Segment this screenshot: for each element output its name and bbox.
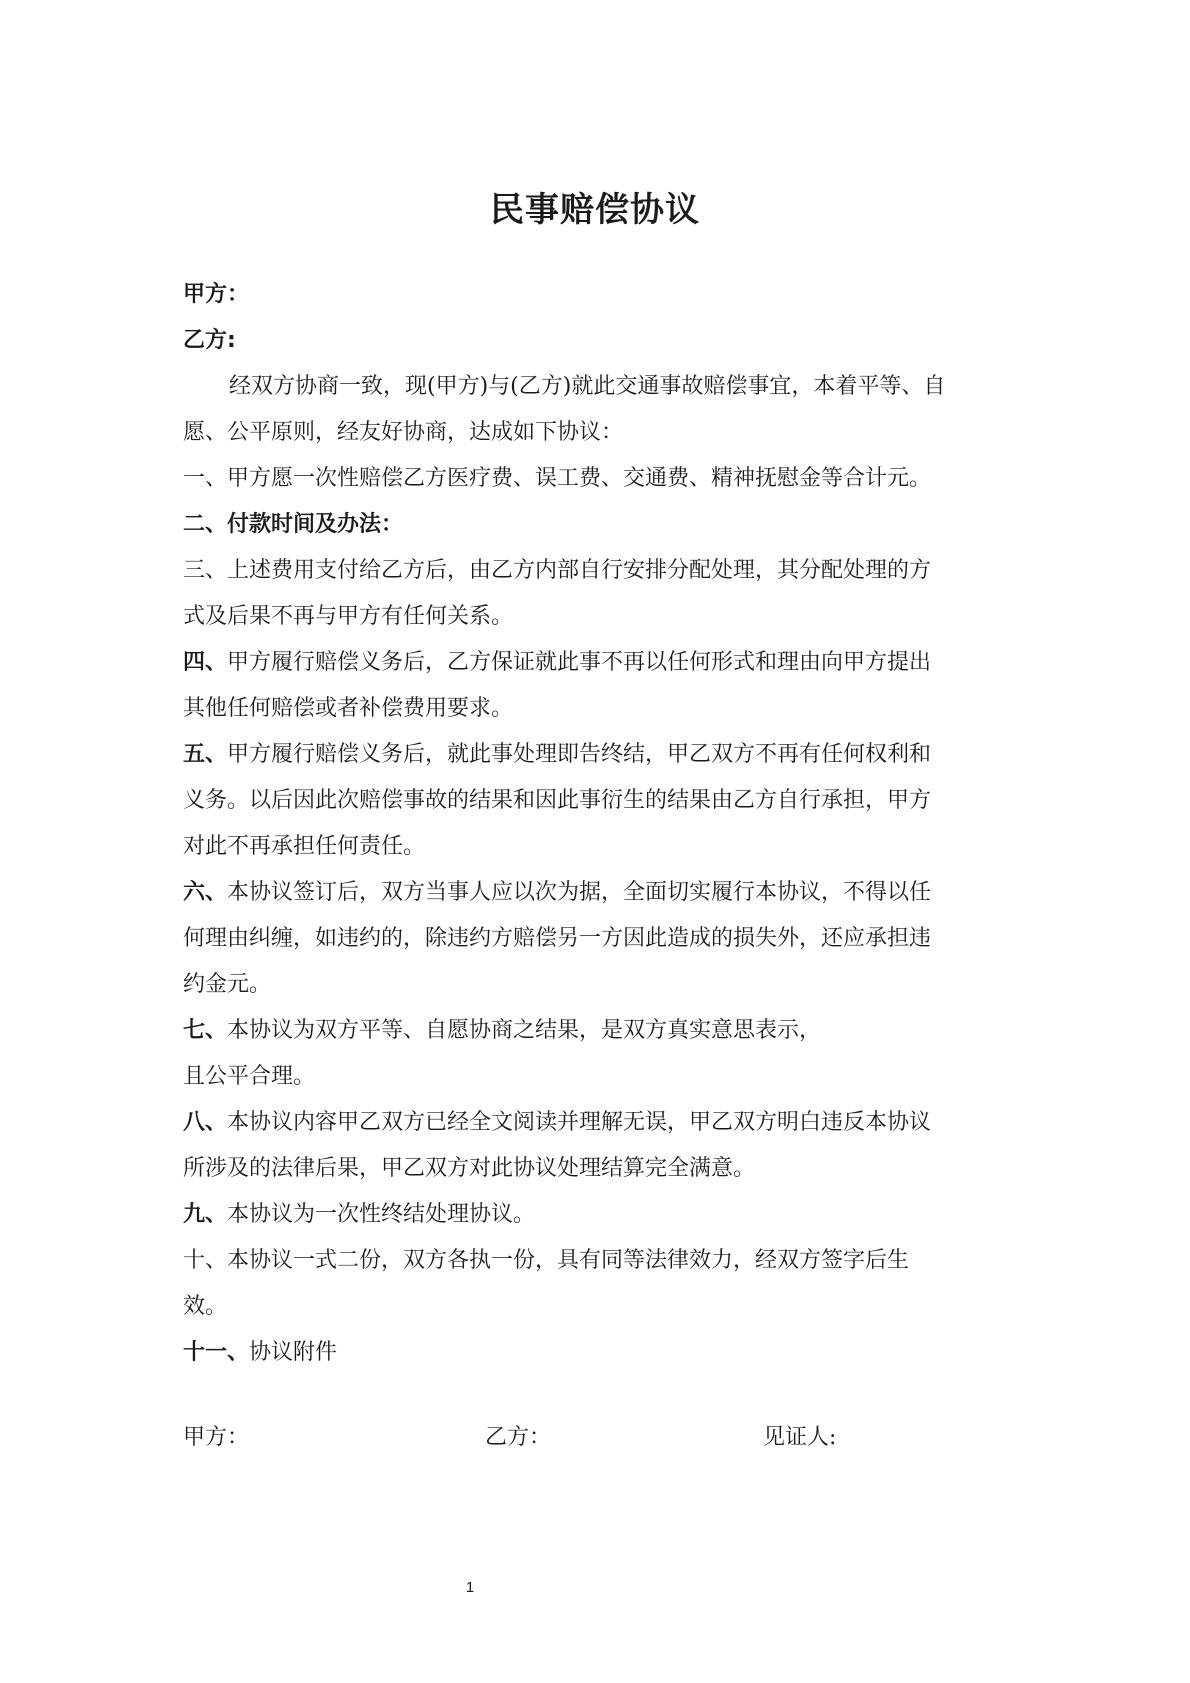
clause-6 (183, 870, 1013, 916)
clause-2 (183, 502, 1013, 548)
clause-number: 十、 (183, 1248, 228, 1273)
clause-text: 本协议为一次性终结处理协议。 (227, 1202, 536, 1227)
clause-text: 本协议一式二份，双方各执一份，具有同等法律效力，经双方签字后生 (227, 1248, 910, 1273)
clause-text: 付款时间及办法： (227, 512, 404, 537)
witness-signature-label: 见证人: (763, 1425, 837, 1450)
clause-number: 二、 (183, 512, 228, 537)
party-b-signature-label: 乙方： (485, 1425, 552, 1450)
clause-text: 甲方愿一次性赔偿乙方医疗费、误工费、交通费、精神抚慰金等合计元。 (227, 466, 932, 491)
clause-text: 本协议内容甲乙双方已经全文阅读并理解无误，甲乙双方明白违反本协议 (227, 1110, 932, 1135)
clause-number: 一、 (183, 466, 228, 491)
clause-11 (183, 1330, 1013, 1376)
clause-text: 本协议签订后，双方当事人应以次为据，全面切实履行本协议，不得以任 (227, 880, 932, 905)
clause-text: 甲方履行赔偿义务后，乙方保证就此事不再以任何形式和理由向甲方提出 (227, 650, 932, 675)
clause-number: 五、 (183, 742, 228, 767)
clause-9 (183, 1192, 1013, 1238)
clause-1 (183, 456, 1013, 502)
clause-3 (183, 548, 1013, 594)
clause-number: 九、 (183, 1202, 228, 1227)
clause-10-continued: 效。 (183, 1294, 228, 1319)
clause-6-continued: 约金元。 (183, 972, 272, 997)
clause-7 (183, 1008, 1013, 1054)
party-a-signature-label: 甲方： (183, 1425, 250, 1450)
clause-8-continued: 所涉及的法律后果，甲乙双方对此协议处理结算完全满意。 (183, 1156, 756, 1181)
clause-4-continued: 其他任何赔偿或者补偿费用要求。 (183, 696, 514, 721)
clause-number: 七、 (183, 1018, 228, 1043)
clause-text: 上述费用支付给乙方后，由乙方内部自行安排分配处理，其分配处理的方 (227, 558, 932, 583)
party-a-label: 甲方： (183, 282, 250, 307)
clause-text: 甲方履行赔偿义务后，就此事处理即告终结，甲乙双方不再有任何权利和 (227, 742, 932, 767)
clause-number: 四、 (183, 650, 228, 675)
clause-5 (183, 732, 1013, 778)
document-title: 民事赔偿协议 (490, 190, 700, 230)
page-number: 1 (465, 1579, 475, 1596)
clause-text: 本协议为双方平等、自愿协商之结果，是双方真实意思表示， (227, 1018, 822, 1043)
clause-8 (183, 1100, 1013, 1146)
clause-number: 八、 (183, 1110, 228, 1135)
clause-10 (183, 1238, 1013, 1284)
intro-line: 经双方协商一致，现(甲方)与(乙方)就此交通事故赔偿事宜，本着平等、自 (229, 374, 946, 399)
clause-3-continued: 式及后果不再与甲方有任何关系。 (183, 604, 514, 629)
clause-5-continued: 义务。以后因此次赔偿事故的结果和因此事衍生的结果由乙方自行承担，甲方 (183, 788, 932, 813)
signature-row (183, 1418, 1013, 1458)
clause-5-continued: 对此不再承担任何责任。 (183, 834, 426, 859)
intro-line: 愿、公平原则，经友好协商，达成如下协议： (183, 420, 624, 445)
clause-6-continued: 何理由纠缠，如违约的，除违约方赔偿另一方因此造成的损失外，还应承担违 (183, 926, 932, 951)
party-b-label: 乙方: (183, 328, 236, 353)
clause-text: 协议附件 (249, 1340, 338, 1365)
clause-4 (183, 640, 1013, 686)
clause-number: 六、 (183, 880, 228, 905)
clause-number: 三、 (183, 558, 228, 583)
document-body (183, 272, 1013, 1376)
clause-7-continued: 且公平合理。 (183, 1064, 316, 1089)
clause-number: 十一、 (183, 1340, 250, 1365)
